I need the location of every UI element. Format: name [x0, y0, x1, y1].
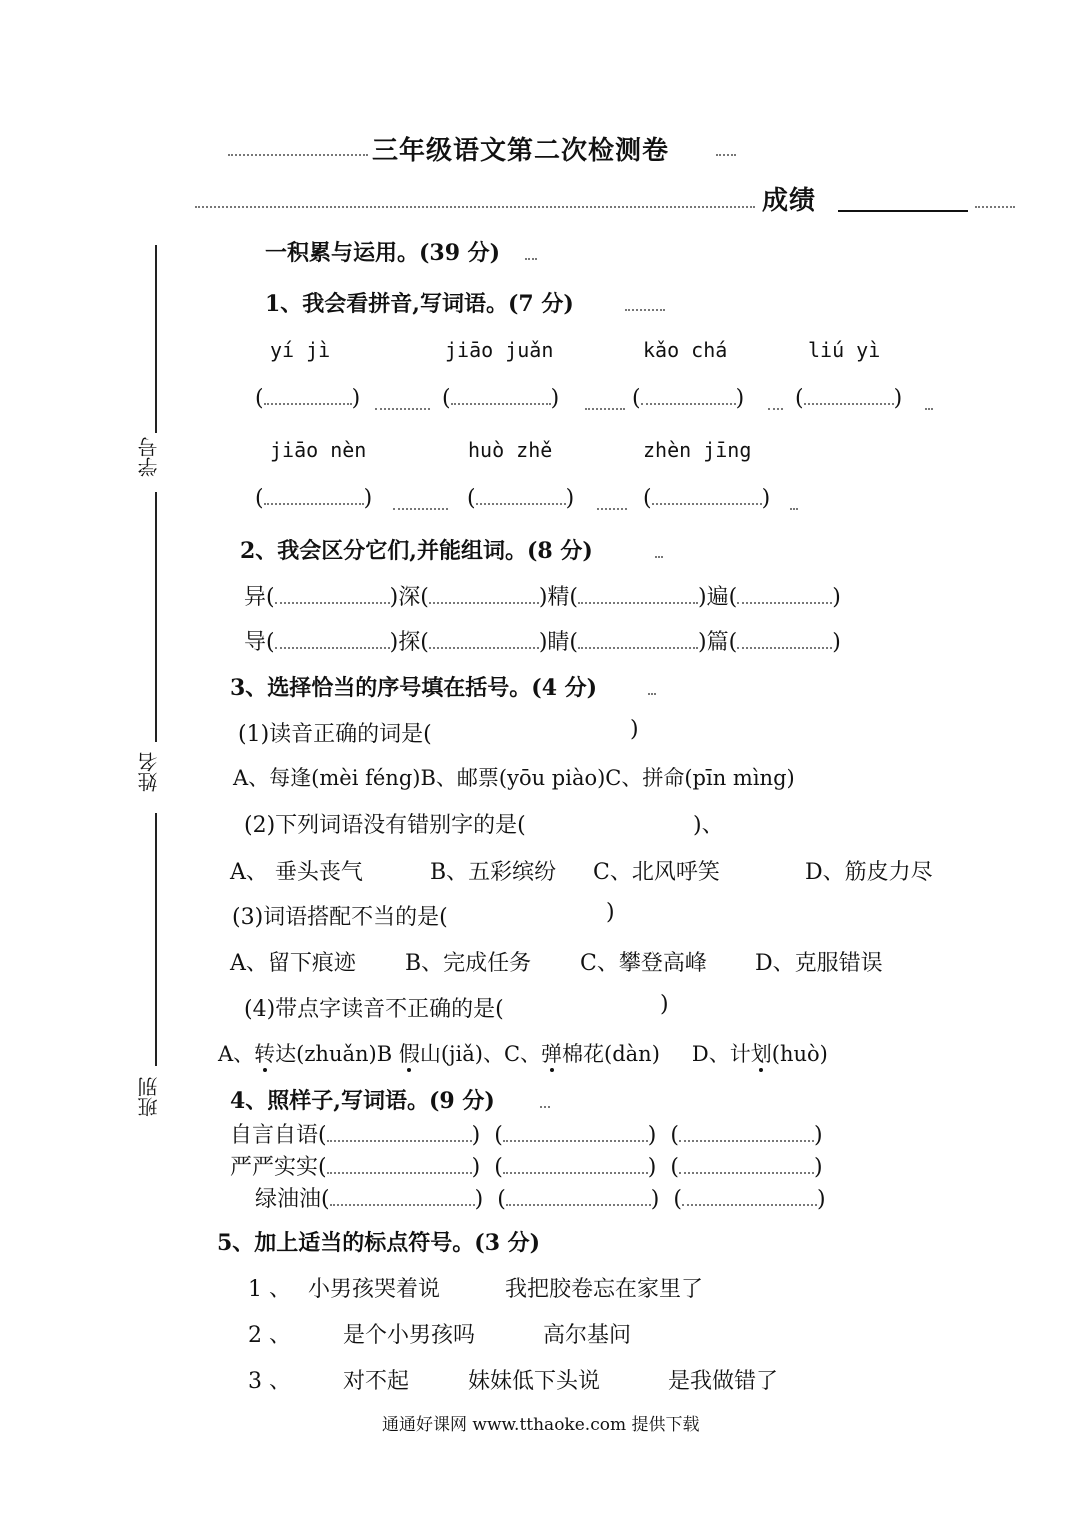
- q4-row-3: 绿油油( ) ( ) ( ): [255, 1187, 826, 1212]
- binding-line-top: [155, 245, 157, 433]
- q3-p2-option-b: B、五彩缤纷: [430, 860, 557, 885]
- answer-paren-3[interactable]: ( ): [632, 386, 745, 411]
- blank[interactable]: [429, 647, 539, 649]
- q2-heading: 2、我会区分它们,并能组词。(8 分): [240, 538, 593, 564]
- q5-item-2-part-1: 是个小男孩吗: [343, 1323, 476, 1348]
- char-bian: 遍: [706, 585, 729, 610]
- class-label: 班别: [137, 1077, 161, 1117]
- example-word: 自言自语: [230, 1123, 319, 1148]
- q3-p3-option-b: B、完成任务: [405, 951, 532, 976]
- blank[interactable]: [275, 647, 390, 649]
- q5-item-3-part-2: 妹妹低下头说: [468, 1369, 601, 1394]
- q3-p3-option-a: A、留下痕迹: [230, 951, 356, 976]
- pinyin-2: jiāo juǎn: [445, 338, 554, 362]
- blank[interactable]: [737, 647, 832, 649]
- score-blank[interactable]: [838, 210, 968, 212]
- student-no-label: 学号: [137, 437, 161, 477]
- pinyin-1: yí jì: [270, 338, 331, 362]
- blank[interactable]: [327, 1172, 472, 1174]
- q5-item-1-part-2: 我把胶卷忘在家里了: [505, 1277, 704, 1302]
- q3-p4-close: ): [660, 992, 669, 1017]
- example-word: 严严实实: [230, 1155, 319, 1180]
- example-word: 绿油油: [255, 1187, 322, 1212]
- char-shen: 深: [398, 585, 421, 610]
- q5-item-3-part-1: 对不起: [343, 1369, 410, 1394]
- pinyin-3: kǎo chá: [643, 338, 728, 362]
- q5-item-2-part-2: 高尔基问: [543, 1323, 632, 1348]
- blank[interactable]: [737, 602, 832, 604]
- q3-p2-option-a: A、 垂头丧气: [230, 860, 363, 885]
- blank[interactable]: [679, 1140, 814, 1142]
- q3-p3-option-d: D、克服错误: [755, 951, 883, 976]
- q3-p3-close: ): [606, 900, 615, 925]
- q3-p4-question: (4)带点字读音不正确的是(: [244, 997, 504, 1022]
- q3-p1-options: A、每逢(mèi féng)B、邮票(yōu piào)C、拼命(pīn mìng): [233, 766, 795, 790]
- blank[interactable]: [578, 602, 698, 604]
- answer-paren-2[interactable]: ( ): [442, 386, 560, 411]
- section-heading: 一积累与运用。(39 分): [265, 240, 501, 266]
- pinyin-5: jiāo nèn: [270, 438, 367, 462]
- q3-p2-question: (2)下列词语没有错别字的是(: [244, 813, 526, 838]
- answer-paren-1[interactable]: ( ): [255, 386, 361, 411]
- footer: 通通好课网 www.tthaoke.com 提供下载: [382, 1415, 700, 1435]
- q3-p3-option-c: C、攀登高峰: [580, 951, 707, 976]
- q3-p2-option-d: D、筋皮力尽: [805, 860, 933, 885]
- binding-line-low: [155, 813, 157, 1066]
- q4-heading: 4、照样子,写词语。(9 分): [230, 1088, 495, 1114]
- blank[interactable]: [275, 602, 390, 604]
- q2-row-2: 导( )探( )睛( )篇( ): [244, 630, 841, 655]
- blank[interactable]: [327, 1140, 472, 1142]
- page-title: 三年级语文第二次检测卷: [372, 136, 670, 166]
- char-jing2: 睛: [547, 630, 570, 655]
- q5-item-3-part-3: 是我做错了: [668, 1369, 779, 1394]
- q5-item-1-part-1: 小男孩哭着说: [308, 1277, 441, 1302]
- q3-p3-question: (3)词语搭配不当的是(: [232, 905, 448, 930]
- q3-p2-option-c: C、北风呼笑: [593, 860, 720, 885]
- q4-row-1: 自言自语( ) ( ) ( ): [230, 1123, 823, 1148]
- blank[interactable]: [578, 647, 698, 649]
- q5-item-1-num: 1 、: [248, 1277, 291, 1302]
- q4-row-2: 严严实实( ) ( ) ( ): [230, 1155, 823, 1180]
- blank[interactable]: [679, 1172, 814, 1174]
- pinyin-7: zhèn jīng: [643, 438, 752, 462]
- blank[interactable]: [429, 602, 539, 604]
- q3-p2-close: )、: [693, 813, 724, 838]
- char-yi: 异: [244, 585, 267, 610]
- q2-row-1: 异( )深( )精( )遍( ): [244, 585, 841, 610]
- name-label: 姓名: [137, 752, 161, 792]
- q1-heading: 1、我会看拼音,写词语。(7 分): [265, 291, 574, 317]
- binding-line-mid: [155, 492, 157, 742]
- q3-p1-close: ): [630, 717, 639, 742]
- q5-heading: 5、加上适当的标点符号。(3 分): [217, 1230, 541, 1256]
- pinyin-4: liú yì: [808, 338, 881, 362]
- score-label: 成绩: [762, 186, 817, 216]
- dotted-char: 划: [750, 1042, 772, 1066]
- answer-paren-7[interactable]: ( ): [643, 486, 771, 511]
- q3-heading: 3、选择恰当的序号填在括号。(4 分): [230, 675, 598, 701]
- pinyin-6: huò zhě: [468, 438, 553, 462]
- q5-item-2-num: 2 、: [248, 1323, 291, 1348]
- answer-paren-6[interactable]: ( ): [467, 486, 575, 511]
- char-dao: 导: [244, 630, 267, 655]
- blank[interactable]: [503, 1172, 648, 1174]
- blank[interactable]: [682, 1204, 817, 1206]
- dotted-char: 弹: [541, 1042, 563, 1066]
- char-tan: 探: [398, 630, 421, 655]
- blank[interactable]: [506, 1204, 651, 1206]
- dotted-char: 转: [254, 1042, 276, 1066]
- char-jing: 精: [547, 585, 570, 610]
- char-pian: 篇: [706, 630, 729, 655]
- blank[interactable]: [330, 1204, 475, 1206]
- answer-paren-4[interactable]: ( ): [795, 386, 903, 411]
- dotted-char: 假: [398, 1042, 420, 1066]
- answer-paren-5[interactable]: ( ): [255, 486, 373, 511]
- q3-p1-question: (1)读音正确的词是(: [238, 722, 432, 747]
- q3-p4-options: A、转达(zhuǎn)B 假山(jiǎ)、C、弹棉花(dàn) D、计划(huò): [218, 1042, 828, 1066]
- blank[interactable]: [503, 1140, 648, 1142]
- q5-item-3-num: 3 、: [248, 1369, 291, 1394]
